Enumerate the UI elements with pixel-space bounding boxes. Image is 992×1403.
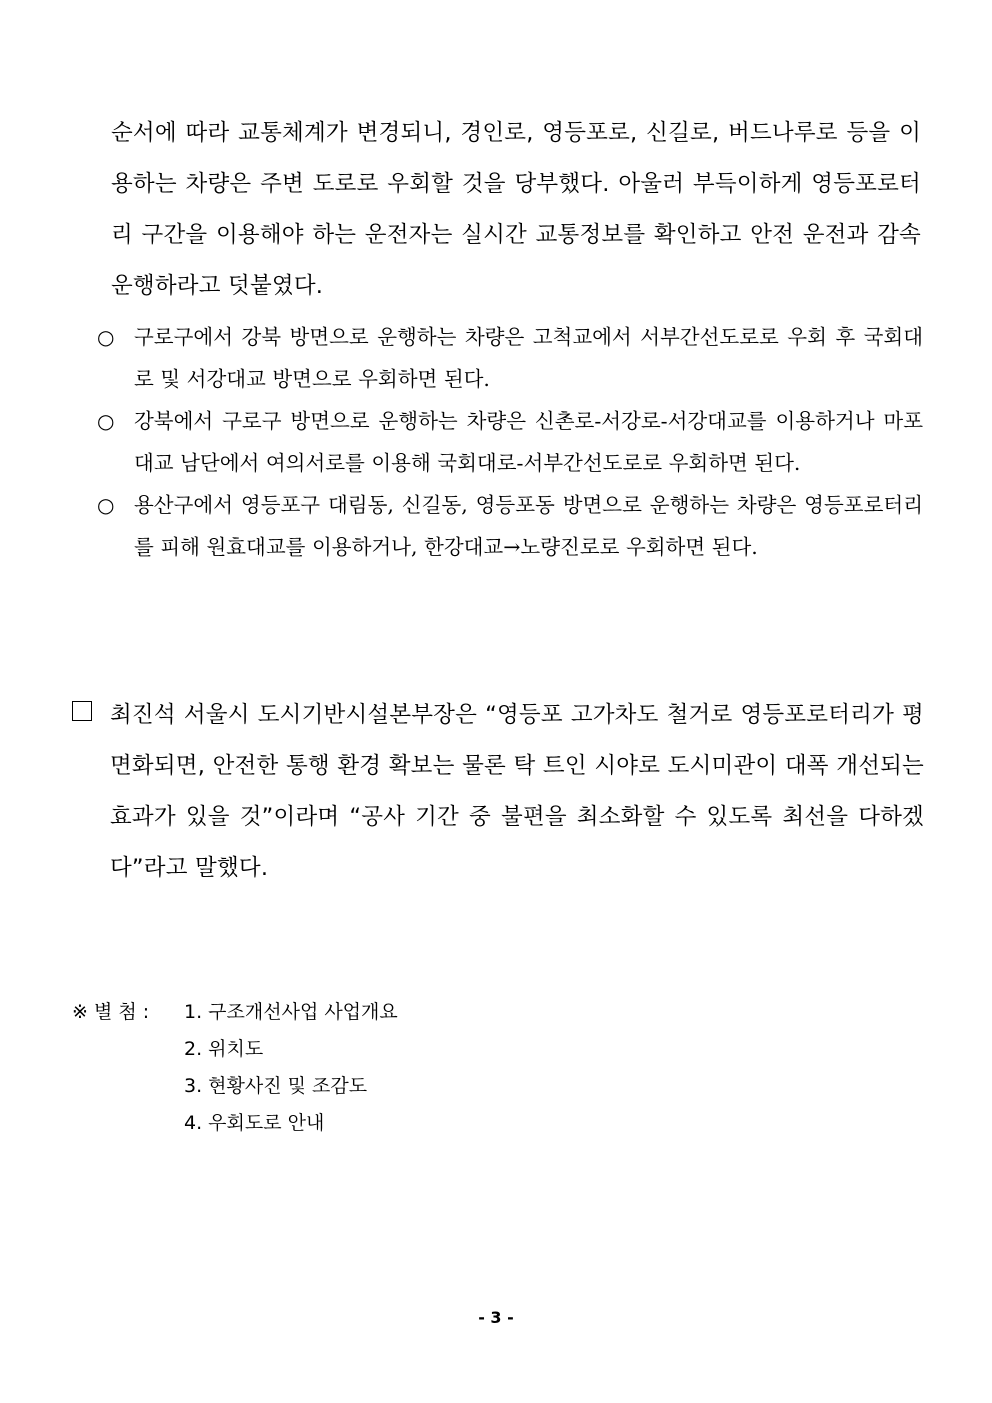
list-item [97, 400, 923, 484]
circle-bullet-icon: ○ [97, 325, 115, 349]
attachments-heading: ※ 별 첨 : [72, 1001, 150, 1023]
quote-section [72, 690, 924, 894]
attachment-item: 4. 우회도로 안내 [184, 1112, 325, 1134]
list-item-text: 용산구에서 영등포구 대림동, 신길동, 영등포동 방면으로 운행하는 차량은 영등포로터리를 피해 원효대교를 이용하거나, 한강대교→노량진로로 우회하면 된다. [134, 493, 923, 559]
list-item [97, 484, 923, 568]
list-item-text: 구로구에서 강북 방면으로 운행하는 차량은 고척교에서 서부간선도로로 우회 후 국회대로 및 서강대교 방면으로 우회하면 된다. [134, 325, 923, 391]
square-bullet-icon [72, 701, 92, 721]
attachment-item: 2. 위치도 [184, 1038, 264, 1060]
circle-bullet-icon: ○ [97, 409, 115, 433]
detour-list [97, 316, 923, 568]
quote-paragraph: 최진석 서울시 도시기반시설본부장은 “영등포 고가차도 철거로 영등포로터리가 평면화되면, 안전한 통행 환경 확보는 물론 탁 트인 시야로 도시미관이 대폭 개선되는 효과가 있을 것”이라며 “공사 기간 중 불편을 최소화할 수 있도록 최선을 다하겠다”라고 말했다. [110, 702, 924, 881]
list-item [97, 316, 923, 400]
attachment-item: 3. 현황사진 및 조감도 [184, 1075, 368, 1097]
attachment-item: 1. 구조개선사업 사업개요 [184, 1001, 398, 1023]
intro-paragraph: 순서에 따라 교통체계가 변경되니, 경인로, 영등포로, 신길로, 버드나루로 등을 이용하는 차량은 주변 도로로 우회할 것을 당부했다. 아울러 부득이하게 영등포로터리 구간을 이용해야 하는 운전자는 실시간 교통정보를 확인하고 안전 운전과 감속 운행하라고 덧붙였다. [111, 120, 921, 299]
attachments-list [72, 994, 398, 1142]
page-number: - 3 - [478, 1308, 514, 1327]
list-item-text: 강북에서 구로구 방면으로 운행하는 차량은 신촌로-서강로-서강대교를 이용하거나 마포대교 남단에서 여의서로를 이용해 국회대로-서부간선도로로 우회하면 된다. [134, 409, 923, 475]
circle-bullet-icon: ○ [97, 493, 115, 517]
